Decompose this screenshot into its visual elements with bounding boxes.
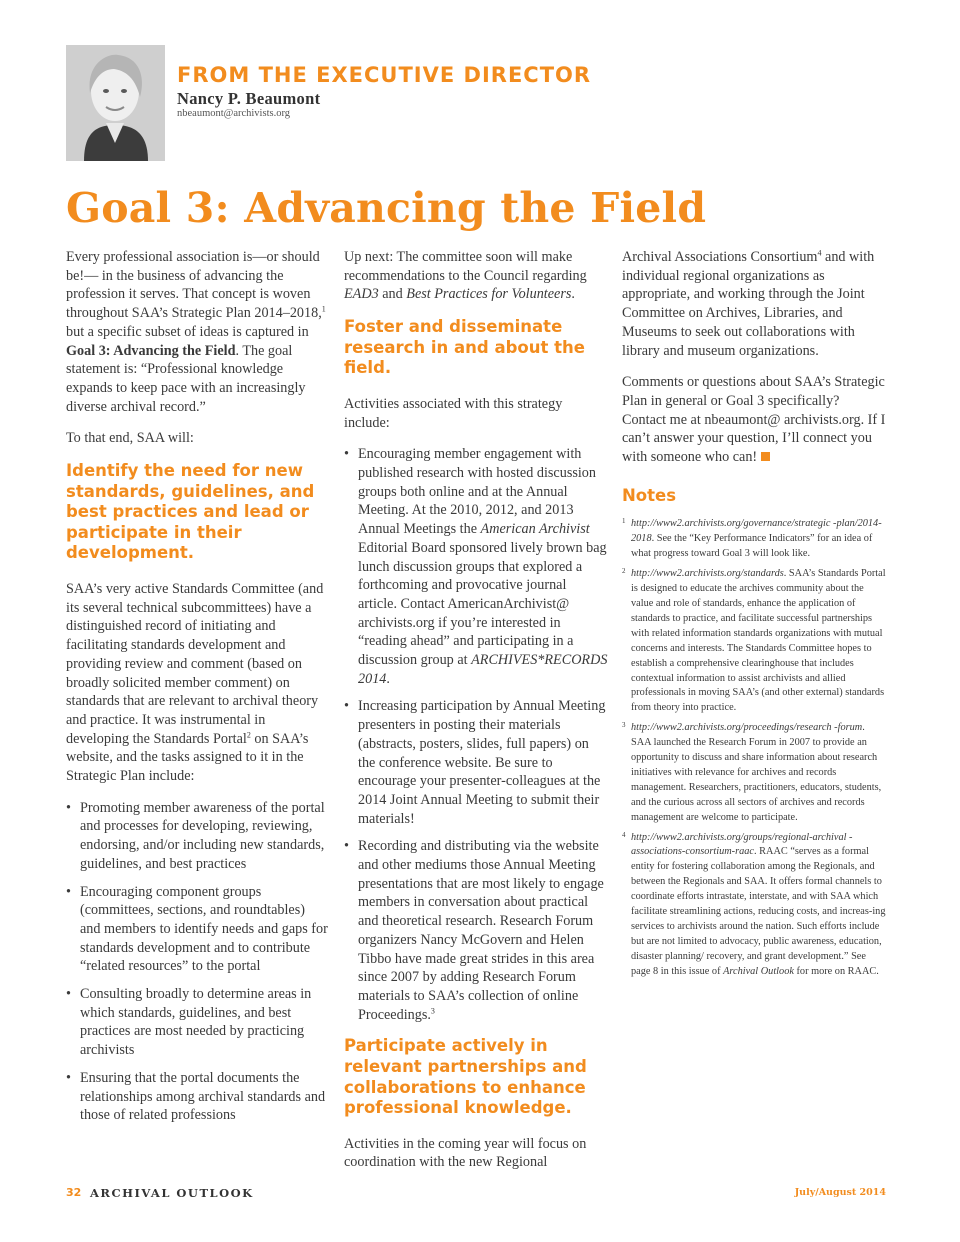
list-item: • Recording and distributing via the website and other mediums those Annual Meeting presentations that are most likely to engage members in conversation about practical and theoretical research. Research Forum organizers Nancy McGovern and Helen Tibbo have made great strides in this area since 2007 by adding Research Forum materials to SAA’s collection of online Proceedings.$^3$ xyxy=(344,837,608,1024)
author-photo xyxy=(66,45,165,161)
list-item: • Encouraging component groups (committees, sections, and roundtables) and members to identify needs and gaps for standards development and to contribute “related resources” to the portal xyxy=(66,883,328,977)
up-next-paragraph: Up next: The committee soon will make recommendations to the Council regarding EAD3 and Best Practices for Volunteers. xyxy=(344,249,587,303)
subheading-standards: Identify the need for new standards, guidelines, and best practices and lead or participate in their development. xyxy=(66,461,315,563)
research-activity-list xyxy=(344,445,608,1024)
intro-paragraph: Every professional association is—or should be!— in the business of advancing the profession it serves. That concept is woven throughout SAA’s Strategic Plan 2014–2018,$^1$ but a specific subset of ideas is captured in Goal 3: Advancing the Field. The goal statement is: “Professional knowledge expands to keep pace with an increasingly diverse archival record.” xyxy=(66,249,326,415)
list-item: • Increasing participation by Annual Meeting presenters in posting their materials (abstracts, posters, slides, full papers) on the conference website. Be sure to encourage your presenter-colleagues at the 2014 Joint Annual Meeting to submit their materials! xyxy=(344,697,608,828)
note-item: 3 http://www2.archivists.org/proceedings/research -forum. SAA launched the Research Forum in 2007 to provide an opportunity to discuss and share information about research initiatives with relevance for archives and records management. Researchers, practitioners, educators, students, and the curious across all sectors of archives and records management are welcome to participate. xyxy=(622,721,882,823)
list-item: • Ensuring that the portal documents the relationships among archival standards and those of related professions xyxy=(66,1069,328,1125)
coming-year-paragraph: Activities in the coming year will focus on coordination with the new Regional xyxy=(344,1135,587,1171)
page-footer xyxy=(66,1186,886,1200)
section-kicker: FROM THE EXECUTIVE DIRECTOR xyxy=(177,63,592,87)
to-that-end: To that end, SAA will: xyxy=(66,430,194,447)
notes-heading: Notes xyxy=(622,485,677,505)
note-link[interactable]: http://www2.archivists.org/governance/strategic -plan/2014-2018 xyxy=(631,518,882,545)
continued-paragraph: Archival Associations Consortium$^4$ and with individual regional organizations as appropriate, and working through the Joint Committee on Archives, Libraries, and Museums to seek out collaborations with library and museum organizations. xyxy=(622,248,875,359)
standards-task-list xyxy=(66,799,328,1125)
standards-paragraph: SAA’s very active Standards Committee (and its several technical subcommittees) have a distinguished record of initiating and facilitating standards development and providing review and comment (based on broadly solicited member comment) on standards that are relevant to archival theory and practice. It was instrumental in developing the Standards Portal$^2$ on SAA’s website, and the tasks assigned to it in the Strategic Plan include: xyxy=(66,581,324,785)
page-title: Goal 3: Advancing the Field xyxy=(66,184,707,232)
column-3 xyxy=(622,248,886,985)
note-link[interactable]: http://www2.archivists.org/groups/regional-archival -associations-consortium-raac xyxy=(631,831,853,858)
subheading-research: Foster and disseminate research in and about the field. xyxy=(344,317,585,378)
column-2 xyxy=(344,248,608,1185)
page-number: 32 xyxy=(66,1186,82,1199)
activities-intro: Activities associated with this strategy include: xyxy=(344,395,563,431)
issue-date: July/August 2014 xyxy=(794,1187,886,1198)
note-item: 1 http://www2.archivists.org/governance/strategic -plan/2014-2018. See the “Key Performance Indicators” for an idea of what progress toward Goal 3 will look like. xyxy=(622,517,882,560)
column-1 xyxy=(66,248,328,1137)
list-item: • Promoting member awareness of the portal and processes for developing, reviewing, endorsing, and/or including new standards, guidelines, and best practices xyxy=(66,799,328,874)
end-mark-icon xyxy=(761,452,770,461)
subheading-partnerships: Participate actively in relevant partnerships and collaborations to enhance professional knowledge. xyxy=(344,1036,587,1118)
author-email: nbeaumont@archivists.org xyxy=(177,108,290,119)
author-name: Nancy P. Beaumont xyxy=(177,89,321,108)
note-item: 2 http://www2.archivists.org/standards. SAA’s Standards Portal is designed to educate the archives community about the value and role of standards, enhance the application of standards to practice, and facilitate successful partnerships with related information standards organizations with mutual concerns and interests. The Standards Committee hopes to establish a comprehensive clearinghouse that includes contextual information to assist archivists and allied professionals in moving SAA’s (and other external) standards from theory into practice. xyxy=(622,567,886,714)
list-item: • Consulting broadly to determine areas in which standards, guidelines, and best practices are most needed by practicing archivists xyxy=(66,985,328,1060)
note-link[interactable]: http://www2.archivists.org/standards xyxy=(631,568,784,580)
publication-name: ARCHIVAL OUTLOOK xyxy=(90,1186,254,1200)
list-item: • Encouraging member engagement with published research with hosted discussion groups both online and at the Annual Meeting. At the 2010, 2012, and 2013 Annual Meetings the American Archivist Editorial Board sponsored lively brown bag lunch discussion groups that explored a forthcoming and provocative journal article. Contact AmericanArchivist@ archivists.org if you’re interested in “reading ahead” and participating in a discussion group at ARCHIVES*RECORDS 2014. xyxy=(344,445,608,688)
note-item: 4 http://www2.archivists.org/groups/regional-archival -associations-consortium-raac. RAAC “serves as a formal entity for fostering collaboration among the Regionals, and between the Regionals and SAA. It offers formal channels to coordinate efforts intrastate, interstate, and with SAA which facilitate streamlining actions, reducing costs, and increas-ing services to archivists around the nation. Such efforts include but are not limited to advocacy, public awareness, education, disaster planning/ recovery, and grant development.” See page 8 in this issue of Archival Outlook for more on RAAC. xyxy=(622,830,886,977)
comments-paragraph: Comments or questions about SAA’s Strategic Plan in general or Goal 3 specifically? Contact me at nbeaumont@ archivists.org. If I can’t answer your question, I’ll connect you with someone who can! xyxy=(622,374,886,466)
notes-list xyxy=(622,517,886,979)
note-link[interactable]: http://www2.archivists.org/proceedings/research -forum xyxy=(631,722,863,734)
